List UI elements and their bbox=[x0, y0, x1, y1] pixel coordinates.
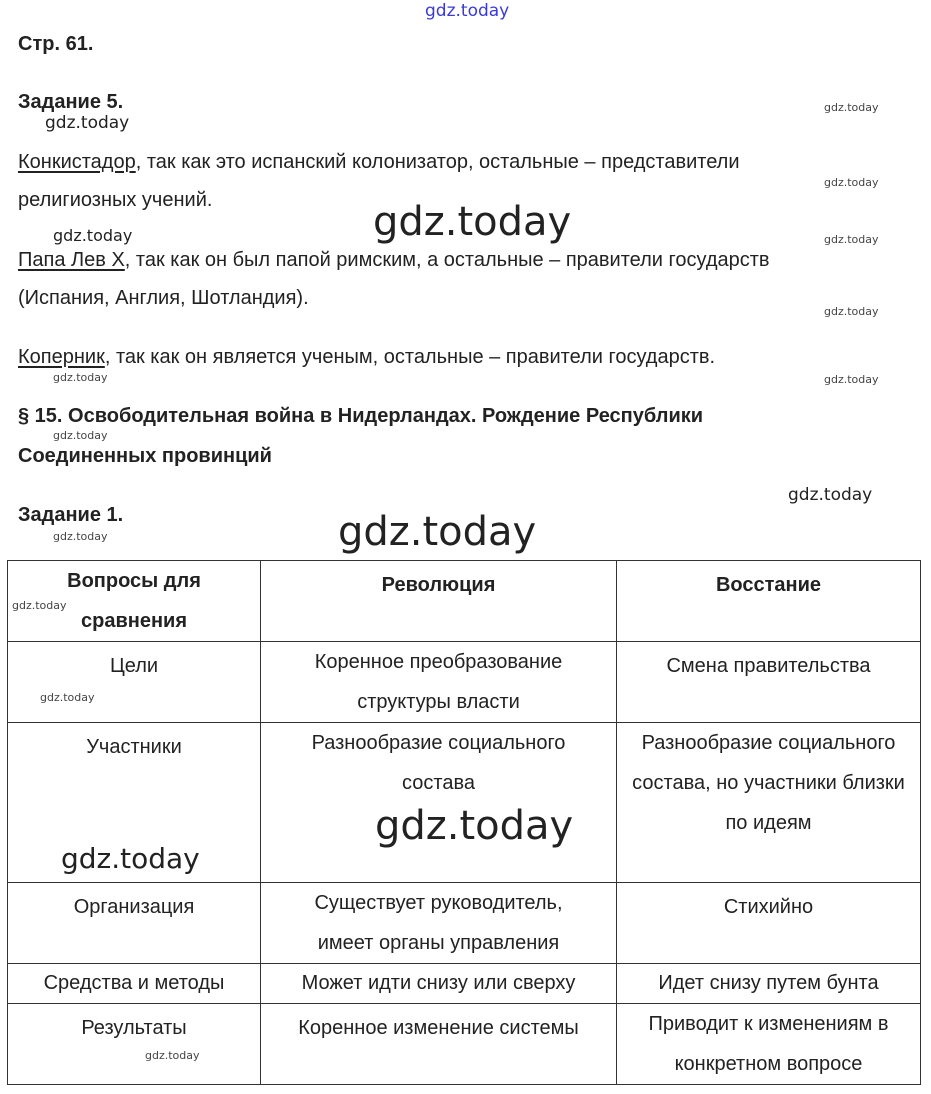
answer-1 bbox=[18, 150, 740, 174]
table-cell: Организация bbox=[8, 883, 261, 964]
watermark: gdz.today bbox=[375, 803, 574, 849]
watermark: gdz.today bbox=[40, 691, 95, 704]
watermark: gdz.today bbox=[824, 305, 879, 318]
section-title-line2: Соединенных провинций bbox=[18, 445, 272, 467]
table-cell: Разнообразие социального состава bbox=[261, 723, 617, 883]
header-cell: Вопросы для сравнения bbox=[8, 561, 261, 642]
answer-2-line2: (Испания, Англия, Шотландия). bbox=[18, 287, 309, 309]
table-row bbox=[8, 1004, 921, 1085]
watermark: gdz.today bbox=[788, 485, 873, 505]
watermark: gdz.today bbox=[12, 599, 67, 612]
watermark: gdz.today bbox=[61, 842, 200, 875]
answer-2-term: Папа Лев X bbox=[18, 249, 125, 271]
answer-2-text: , так как он был папой римским, а остальные – правители государств bbox=[124, 249, 770, 271]
watermark: gdz.today bbox=[53, 371, 108, 384]
table-row bbox=[8, 964, 921, 1004]
answer-2 bbox=[18, 248, 770, 272]
watermark: gdz.today bbox=[824, 373, 879, 386]
table-cell: Смена правительства bbox=[617, 642, 921, 723]
table-cell: Может идти снизу или сверху bbox=[261, 964, 617, 1004]
watermark: gdz.today bbox=[53, 226, 133, 245]
watermark: gdz.today bbox=[45, 113, 130, 133]
answer-1-line2: религиозных учений. bbox=[18, 189, 213, 211]
table-cell: Существует руководитель, имеет органы управления bbox=[261, 883, 617, 964]
table-cell: Средства и методы bbox=[8, 964, 261, 1004]
section-title-line1: § 15. Освободительная война в Нидерландах. Рождение Республики bbox=[18, 405, 704, 427]
watermark: gdz.today bbox=[425, 1, 510, 21]
watermark: gdz.today bbox=[53, 429, 108, 442]
answer-3-text: , так как он является ученым, остальные – правители государств. bbox=[104, 346, 716, 368]
answer-1-term: Конкистадор bbox=[18, 151, 136, 173]
table-cell: Идет снизу путем бунта bbox=[617, 964, 921, 1004]
table-cell: Цели bbox=[8, 642, 261, 723]
answer-3-term: Коперник bbox=[18, 346, 105, 368]
task-1-title: Задание 1. bbox=[18, 504, 124, 526]
table-row bbox=[8, 883, 921, 964]
page-number: Стр. 61. bbox=[18, 33, 94, 55]
table-cell: Участники bbox=[8, 723, 261, 883]
watermark: gdz.today bbox=[824, 233, 879, 246]
watermark: gdz.today bbox=[373, 199, 572, 245]
table-cell: Приводит к изменениям в конкретном вопросе bbox=[617, 1004, 921, 1085]
table-row bbox=[8, 642, 921, 723]
watermark: gdz.today bbox=[824, 176, 879, 189]
answer-1-text: , так как это испанский колонизатор, остальные – представители bbox=[135, 151, 740, 173]
table-cell: Результаты bbox=[8, 1004, 261, 1085]
header-cell: Восстание bbox=[617, 561, 921, 642]
table-cell: Разнообразие социального состава, но участники близки по идеям bbox=[617, 723, 921, 883]
watermark: gdz.today bbox=[145, 1049, 200, 1062]
table-cell: Коренное изменение системы bbox=[261, 1004, 617, 1085]
table-cell: Коренное преобразование структуры власти bbox=[261, 642, 617, 723]
watermark: gdz.today bbox=[53, 530, 108, 543]
table-header-row bbox=[8, 561, 921, 642]
watermark: gdz.today bbox=[824, 101, 879, 114]
watermark: gdz.today bbox=[338, 509, 537, 555]
answer-3 bbox=[18, 345, 715, 369]
header-cell: Революция bbox=[261, 561, 617, 642]
task-5-title: Задание 5. bbox=[18, 91, 124, 113]
table-cell: Стихийно bbox=[617, 883, 921, 964]
